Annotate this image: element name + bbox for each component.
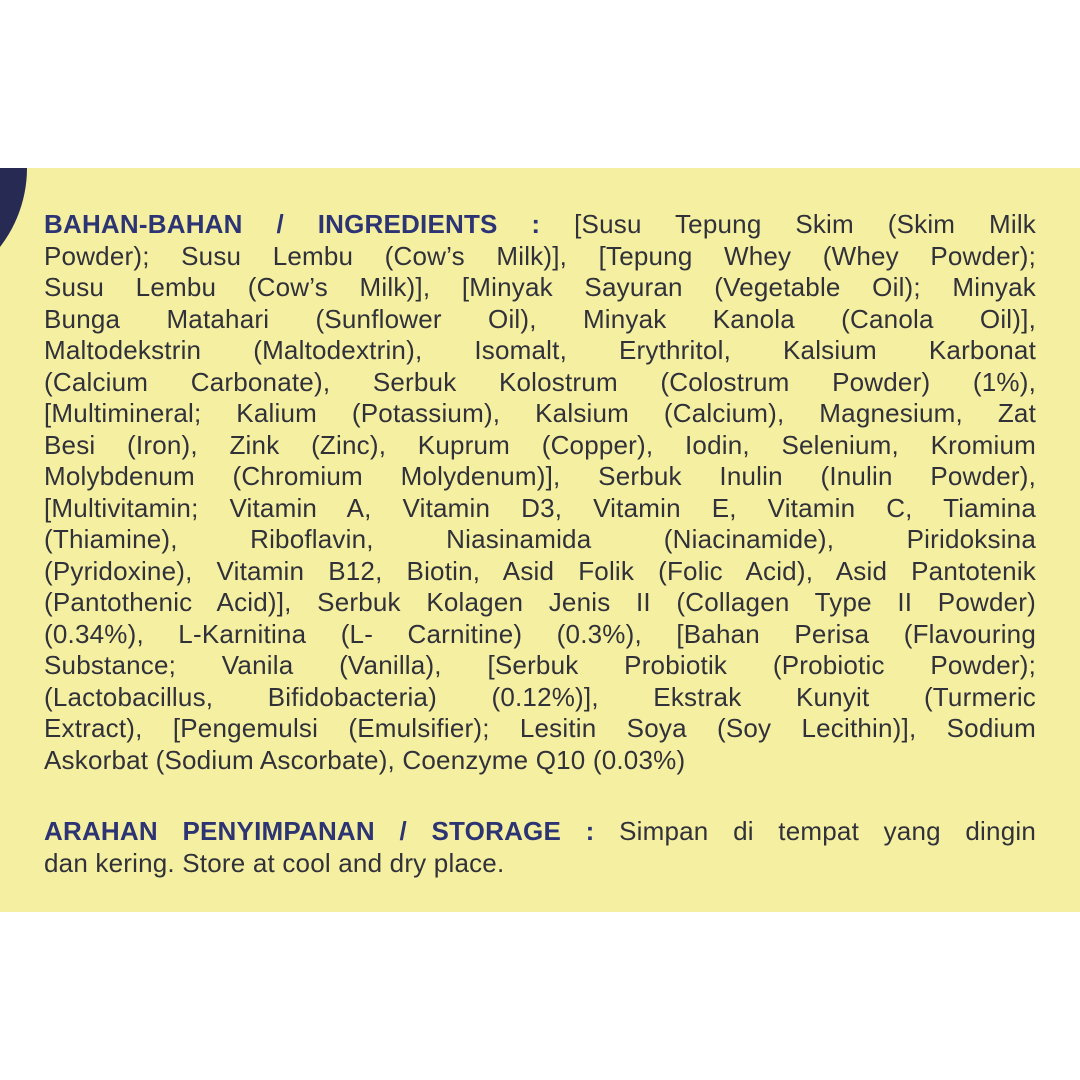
storage-heading-line (44, 816, 1036, 848)
storage-line: Simpan di tempat yang dingin (594, 816, 1036, 846)
ingredients-line: (Thiamine), Riboflavin, Niasinamida (Niacinamide), Piridoksina (44, 524, 1036, 554)
ingredients-line: (Pyridoxine), Vitamin B12, Biotin, Asid Folik (Folic Acid), Asid Pantotenik (44, 555, 1036, 586)
ingredients-line: (Lactobacillus, Bifidobacteria) (0.12%)], Ekstrak Kunyit (Turmeric (44, 681, 1036, 712)
ingredients-line: [Susu Tepung Skim (Skim Milk (540, 209, 1037, 239)
storage-section (44, 816, 1036, 879)
ingredients-line-last: Askorbat (Sodium Ascorbate), Coenzyme Q10 (0.03%) (44, 744, 686, 775)
ingredients-panel (0, 168, 1080, 912)
ingredients-heading-line (44, 209, 1036, 241)
ingredients-line: (Pantothenic Acid)], Serbuk Kolagen Jenis II (Collagen Type II Powder) (44, 587, 1036, 617)
corner-circle-decoration (0, 168, 27, 297)
storage-heading: ARAHAN PENYIMPANAN / STORAGE : (44, 816, 595, 846)
ingredients-line: Besi (Iron), Zink (Zinc), Kuprum (Copper), Iodin, Selenium, Kromium (44, 429, 1036, 460)
ingredients-line: Extract), [Pengemulsi (Emulsifier); Lesitin Soya (Soy Lecithin)], Sodium (44, 713, 1036, 743)
ingredients-line: (0.34%), L-Karnitina (L- Carnitine) (0.3%), [Bahan Perisa (Flavouring (44, 618, 1036, 649)
storage-line-last: dan kering. Store at cool and dry place. (44, 847, 505, 878)
ingredients-line: [Multivitamin; Vitamin A, Vitamin D3, Vitamin E, Vitamin C, Tiamina (44, 492, 1036, 523)
ingredients-line: Substance; Vanila (Vanilla), [Serbuk Probiotik (Probiotic Powder); (44, 650, 1036, 680)
ingredients-section (44, 209, 1036, 776)
ingredients-line: Powder); Susu Lembu (Cow’s Milk)], [Tepung Whey (Whey Powder); (44, 240, 1036, 271)
ingredients-line: Susu Lembu (Cow’s Milk)], [Minyak Sayuran (Vegetable Oil); Minyak (44, 272, 1036, 302)
label-text (44, 209, 1036, 879)
ingredients-line: Bunga Matahari (Sunflower Oil), Minyak Kanola (Canola Oil)], (44, 303, 1036, 334)
ingredients-line: Maltodekstrin (Maltodextrin), Isomalt, Erythritol, Kalsium Karbonat (44, 335, 1036, 365)
ingredients-heading: BAHAN-BAHAN / INGREDIENTS : (44, 209, 541, 239)
ingredients-line: [Multimineral; Kalium (Potassium), Kalsium (Calcium), Magnesium, Zat (44, 398, 1036, 428)
ingredients-line: Molybdenum (Chromium Molydenum)], Serbuk Inulin (Inulin Powder), (44, 461, 1036, 491)
ingredients-line: (Calcium Carbonate), Serbuk Kolostrum (Colostrum Powder) (1%), (44, 366, 1036, 397)
